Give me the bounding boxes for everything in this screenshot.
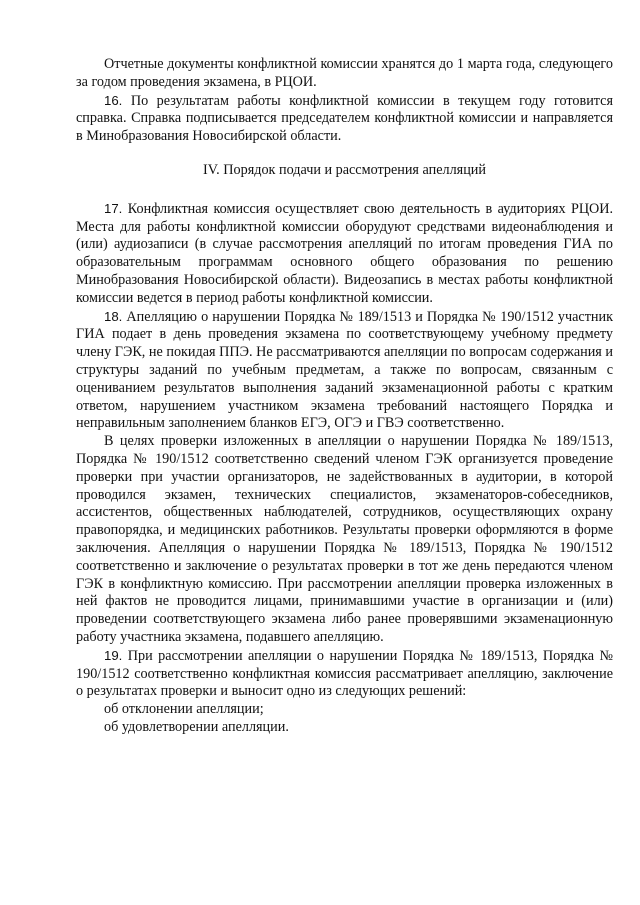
- paragraph-19-number: 19.: [104, 647, 123, 663]
- document-page: [76, 56, 613, 737]
- section-heading: IV. Порядок подачи и рассмотрения апелляций: [203, 161, 486, 178]
- paragraph-17-text: Конфликтная комиссия осуществляет свою деятельность в аудиториях РЦОИ. Места для работы конфликтной комиссии оборудуют средствами видеонаблюдения и (или) аудиозаписи (в случае рассмотрения апелляций по итогам проведения ГИА по образовательным программам основного общего образования по решению Минобразования Новосибирской области). Видеозапись в местах работы конфликтной комиссии ведется в период работы конфликтной комиссии.: [76, 200, 614, 306]
- paragraph-16: [76, 92, 613, 146]
- paragraph-18: [76, 308, 613, 434]
- decision-reject: об отклонении апелляции;: [104, 701, 264, 718]
- paragraph-19: [76, 647, 613, 701]
- paragraph-18-text: Апелляцию о нарушении Порядка № 189/1513 и Порядка № 190/1512 участник ГИА подает в день проведения экзамена по соответствующему учебному предмету члену ГЭК, не покидая ППЭ. Не рассматриваются апелляции по вопросам содержания и структуры заданий по учебным предметам, а также по вопросам, связанным с оцениванием результатов выполнения заданий экзаменационной работы с кратким ответом, нарушением участником экзамена требований настоящего Порядка и неправильным заполнением бланков ЕГЭ, ОГЭ и ГВЭ соответственно.: [76, 308, 614, 432]
- paragraph-17: [76, 200, 613, 308]
- paragraph-19-text: При рассмотрении апелляции о нарушении Порядка № 189/1513, Порядка № 190/1512 соответственно конфликтная комиссия рассматривает апелляцию, заключение о результатах проверки и выносит одно из следующих решений:: [76, 647, 614, 700]
- paragraph-intro: Отчетные документы конфликтной комиссии хранятся до 1 марта года, следующего за годом проведения экзамена, в РЦОИ.: [76, 56, 613, 90]
- paragraph-16-number: 16.: [104, 92, 123, 108]
- paragraph-18-number: 18.: [104, 308, 123, 324]
- paragraph-16-text: По результатам работы конфликтной комиссии в текущем году готовится справка. Справка подписывается председателем конфликтной комиссии и направляется в Минобразования Новосибирской области.: [76, 92, 614, 145]
- paragraph-18-continuation: В целях проверки изложенных в апелляции о нарушении Порядка № 189/1513, Порядка № 190/1512 соответственно сведений членом ГЭК организуется проведение проверки при участии организаторов, не задействованных в аудитории, в которой проводился экзамен, технических специалистов, экзаменаторов-собеседников, ассистентов, общественных наблюдателей, сотрудников, осуществляющих охрану правопорядка, и медицинских работников. Результаты проверки оформляются в форме заключения. Апелляция о нарушении Порядка № 189/1513, Порядка № 190/1512 соответственно и заключение о результатах проверки в тот же день передаются членом ГЭК в конфликтную комиссию. При рассмотрении апелляции проверка изложенных в ней фактов не проводится лицами, принимавшими участие в организации и (или) проведении соответствующего экзамена либо ранее проверявшими экзаменационную работу участника экзамена, подавшего апелляцию.: [76, 433, 613, 645]
- paragraph-17-number: 17.: [104, 200, 123, 216]
- decision-accept: об удовлетворении апелляции.: [104, 718, 289, 735]
